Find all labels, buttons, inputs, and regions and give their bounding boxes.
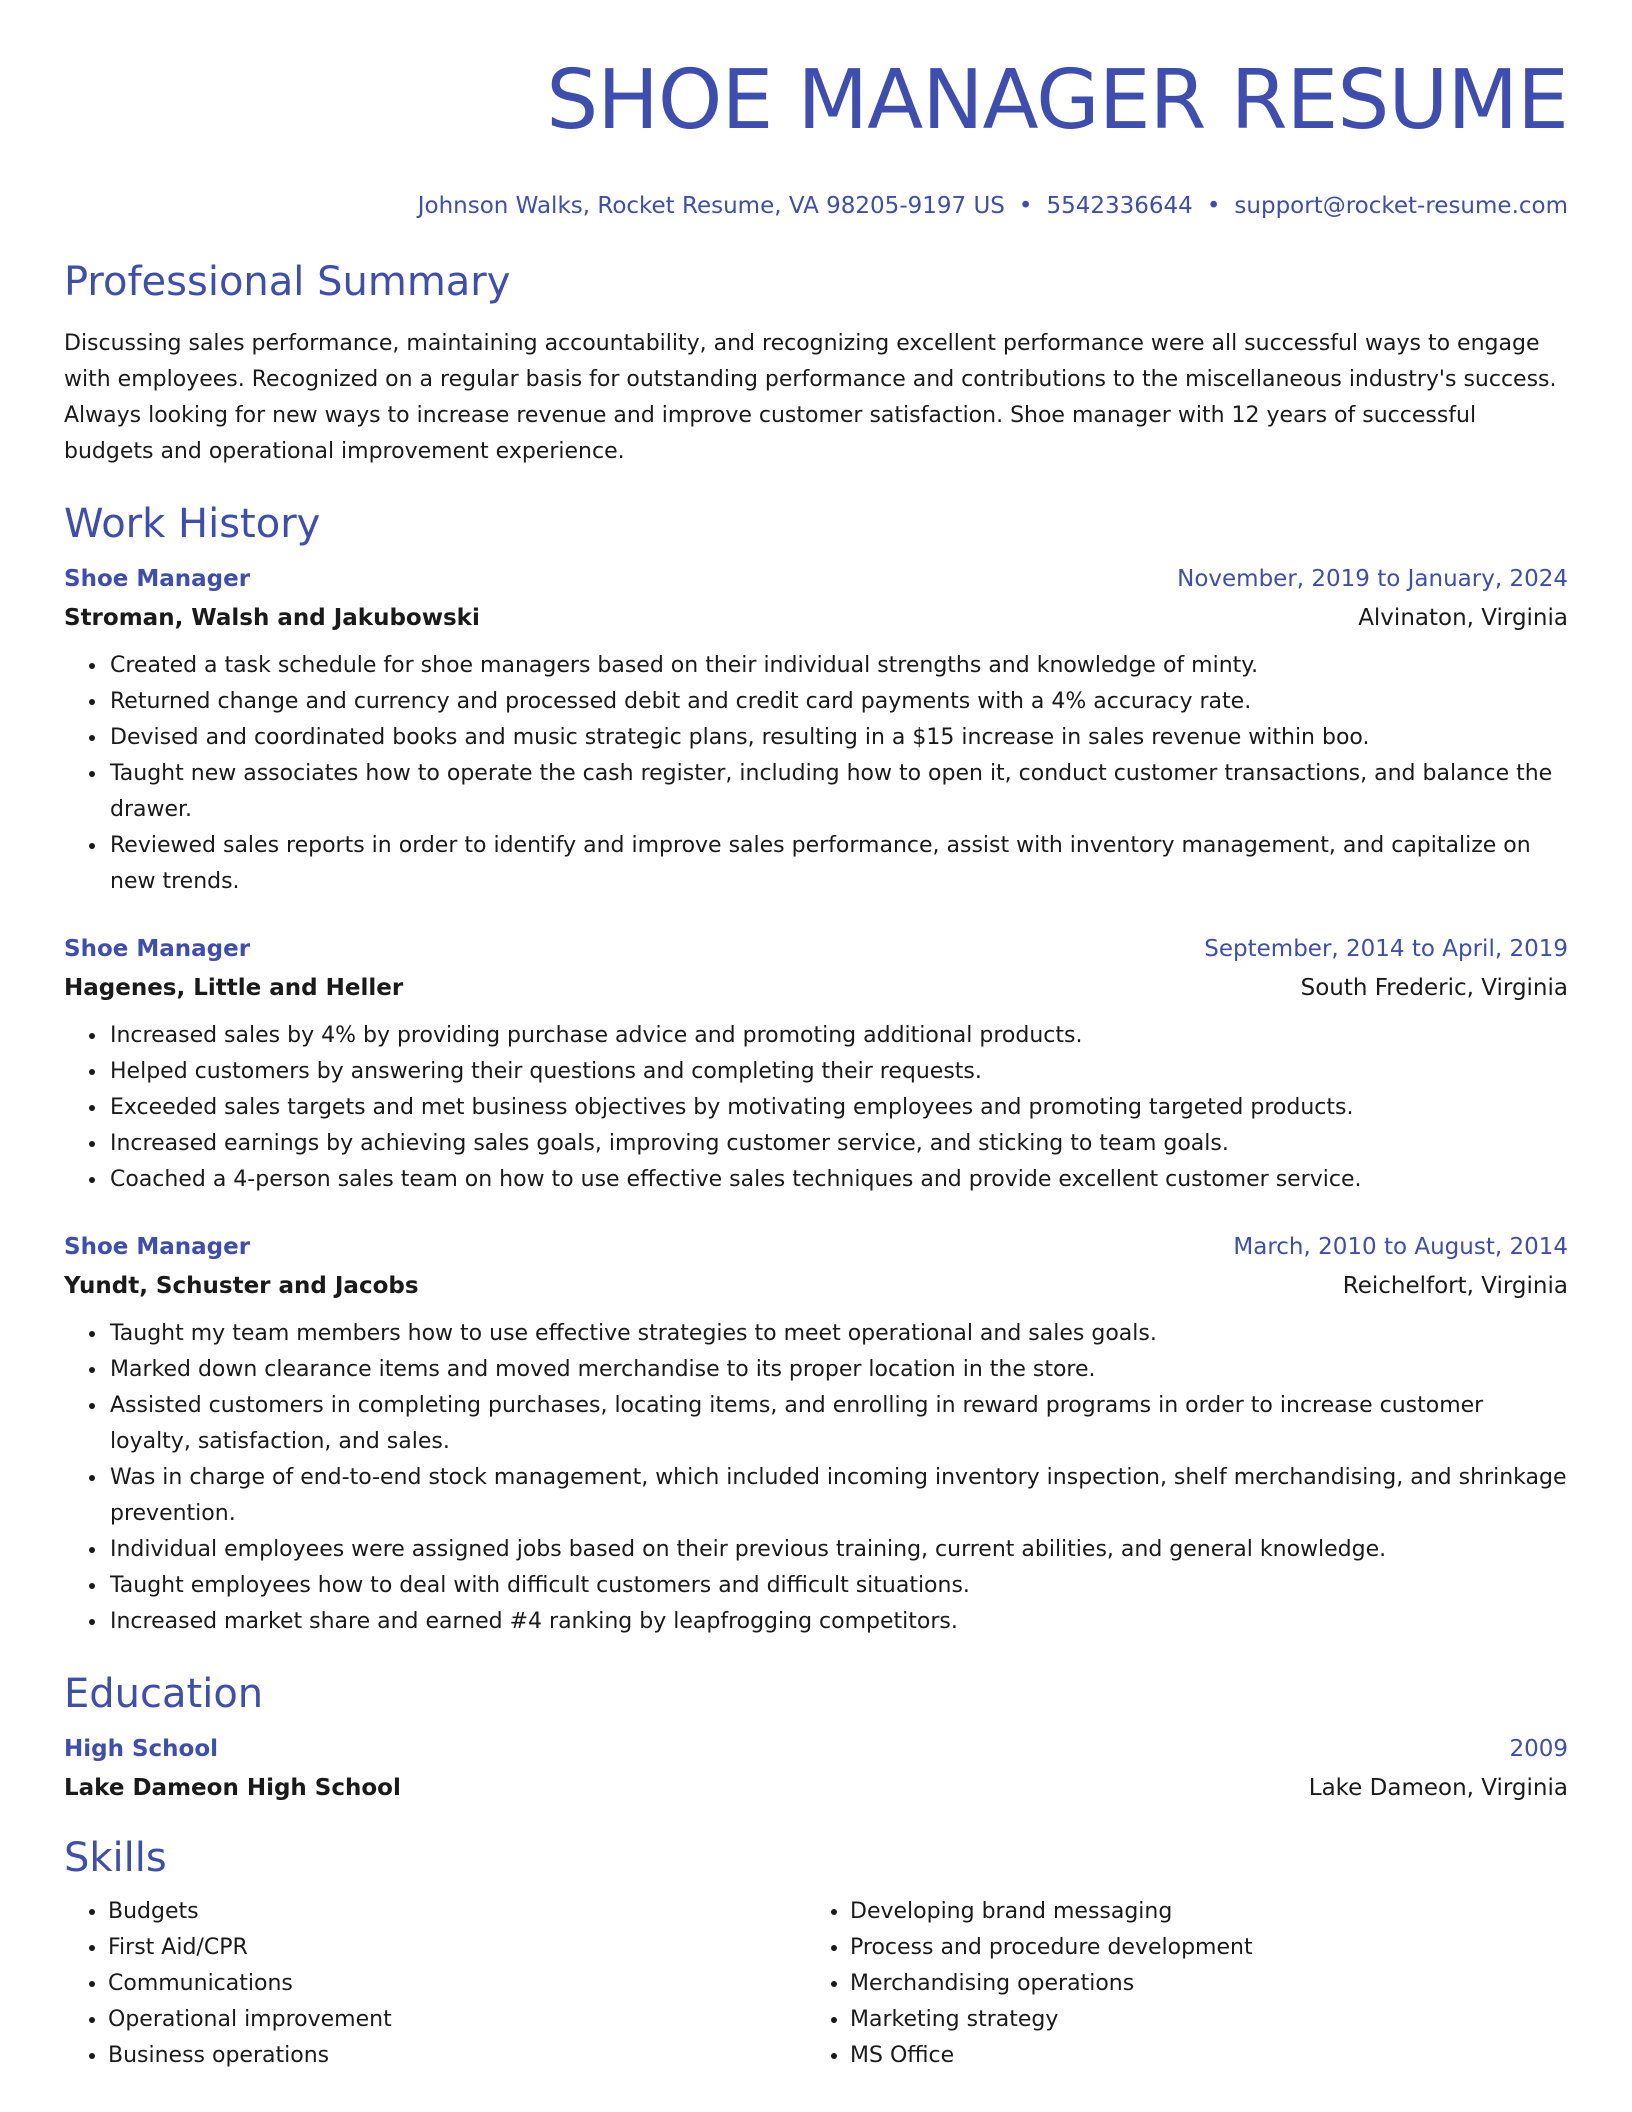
school-name: Lake Dameon High School <box>64 1775 401 1801</box>
skill-item: • First Aid/CPR <box>108 1930 806 1966</box>
list-item: • Marked down clearance items and moved merchandise to its proper location in the store. <box>108 1352 1568 1388</box>
job-employer: Stroman, Walsh and Jakubowski <box>64 605 480 631</box>
list-item: • Devised and coordinated books and music strategic plans, resulting in a $15 increase in sales revenue within boo. <box>108 720 1568 756</box>
list-item: • Increased market share and earned #4 ranking by leapfrogging competitors. <box>108 1604 1568 1640</box>
skill-item: • Operational improvement <box>108 2002 806 2038</box>
summary-text: Discussing sales performance, maintaining accountability, and recognizing excellent performance were all successful ways to engage with employees. Recognized on a regular basis for outstanding performance and contributions to the miscellaneous industry's success. Always looking for new ways to increase revenue and improve customer satisfaction. Shoe manager with 12 years of successful budgets and operational improvement experience. <box>64 331 1557 464</box>
skill-item: • MS Office <box>850 2038 1548 2074</box>
summary-heading: Professional Summary <box>64 259 511 305</box>
job-bullets <box>64 648 1568 900</box>
list-item: • Taught new associates how to operate the cash register, including how to open it, conduct customer transactions, and balance the drawer. <box>108 756 1568 828</box>
resume-title: SHOE MANAGER RESUME <box>546 53 1568 148</box>
job-bullets <box>64 1316 1568 1640</box>
skills-list-right <box>806 1894 1548 2074</box>
skills-list-left <box>64 1894 806 2074</box>
graduation-year: 2009 <box>1509 1736 1568 1762</box>
school-location: Lake Dameon, Virginia <box>1308 1775 1568 1801</box>
job-entry <box>64 930 1568 1198</box>
list-item: • Increased sales by 4% by providing purchase advice and promoting additional products. <box>108 1018 1568 1054</box>
job-dates: March, 2010 to August, 2014 <box>1233 1234 1568 1260</box>
job-title: Shoe Manager <box>64 566 251 592</box>
bullet-separator: • <box>1206 193 1221 219</box>
contact-email: support@rocket-resume.com <box>1234 193 1568 219</box>
skill-item: • Merchandising operations <box>850 1966 1548 2002</box>
education-section <box>64 1668 1568 1808</box>
skill-item: • Budgets <box>108 1894 806 1930</box>
job-employer: Yundt, Schuster and Jacobs <box>64 1273 419 1299</box>
contact-phone: 5542336644 <box>1046 193 1193 219</box>
list-item: • Was in charge of end-to-end stock management, which included incoming inventory inspection, shelf merchandising, and shrinkage prevention. <box>108 1460 1568 1532</box>
job-location: Alvinaton, Virginia <box>1358 605 1568 631</box>
list-item: • Exceeded sales targets and met business objectives by motivating employees and promoting targeted products. <box>108 1090 1568 1126</box>
job-title: Shoe Manager <box>64 936 251 962</box>
job-title: Shoe Manager <box>64 1234 251 1260</box>
education-heading: Education <box>64 1671 264 1717</box>
skills-section <box>64 1832 1568 2074</box>
contact-address: Johnson Walks, Rocket Resume, VA 98205-9197 US <box>417 193 1005 219</box>
list-item: • Taught my team members how to use effective strategies to meet operational and sales goals. <box>108 1316 1568 1352</box>
list-item: • Coached a 4-person sales team on how to use effective sales techniques and provide excellent customer service. <box>108 1162 1568 1198</box>
job-entry <box>64 1228 1568 1640</box>
job-location: South Frederic, Virginia <box>1300 975 1568 1001</box>
job-entry <box>64 560 1568 900</box>
skills-columns <box>64 1894 1568 2074</box>
skill-item: • Process and procedure development <box>850 1930 1548 1966</box>
list-item: • Helped customers by answering their questions and completing their requests. <box>108 1054 1568 1090</box>
list-item: • Individual employees were assigned jobs based on their previous training, current abilities, and general knowledge. <box>108 1532 1568 1568</box>
list-item: • Increased earnings by achieving sales goals, improving customer service, and sticking to team goals. <box>108 1126 1568 1162</box>
skill-item: • Business operations <box>108 2038 806 2074</box>
job-bullets <box>64 1018 1568 1198</box>
skill-item: • Developing brand messaging <box>850 1894 1548 1930</box>
contact-line <box>64 190 1568 222</box>
work-history-heading: Work History <box>64 501 321 547</box>
degree: High School <box>64 1736 219 1762</box>
skills-heading: Skills <box>64 1835 167 1881</box>
bullet-separator: • <box>1018 193 1033 219</box>
job-location: Reichelfort, Virginia <box>1342 1273 1568 1299</box>
job-dates: November, 2019 to January, 2024 <box>1177 566 1568 592</box>
list-item: • Reviewed sales reports in order to identify and improve sales performance, assist with inventory management, and capitalize on new trends. <box>108 828 1568 900</box>
summary-section <box>64 256 1568 470</box>
job-employer: Hagenes, Little and Heller <box>64 975 404 1001</box>
list-item: • Assisted customers in completing purchases, locating items, and enrolling in reward programs in order to increase customer loyalty, satisfaction, and sales. <box>108 1388 1568 1460</box>
list-item: • Returned change and currency and processed debit and credit card payments with a 4% accuracy rate. <box>108 684 1568 720</box>
work-history-section <box>64 498 1568 1640</box>
job-dates: September, 2014 to April, 2019 <box>1204 936 1568 962</box>
list-item: • Created a task schedule for shoe managers based on their individual strengths and knowledge of minty. <box>108 648 1568 684</box>
skill-item: • Communications <box>108 1966 806 2002</box>
skill-item: • Marketing strategy <box>850 2002 1548 2038</box>
list-item: • Taught employees how to deal with difficult customers and difficult situations. <box>108 1568 1568 1604</box>
